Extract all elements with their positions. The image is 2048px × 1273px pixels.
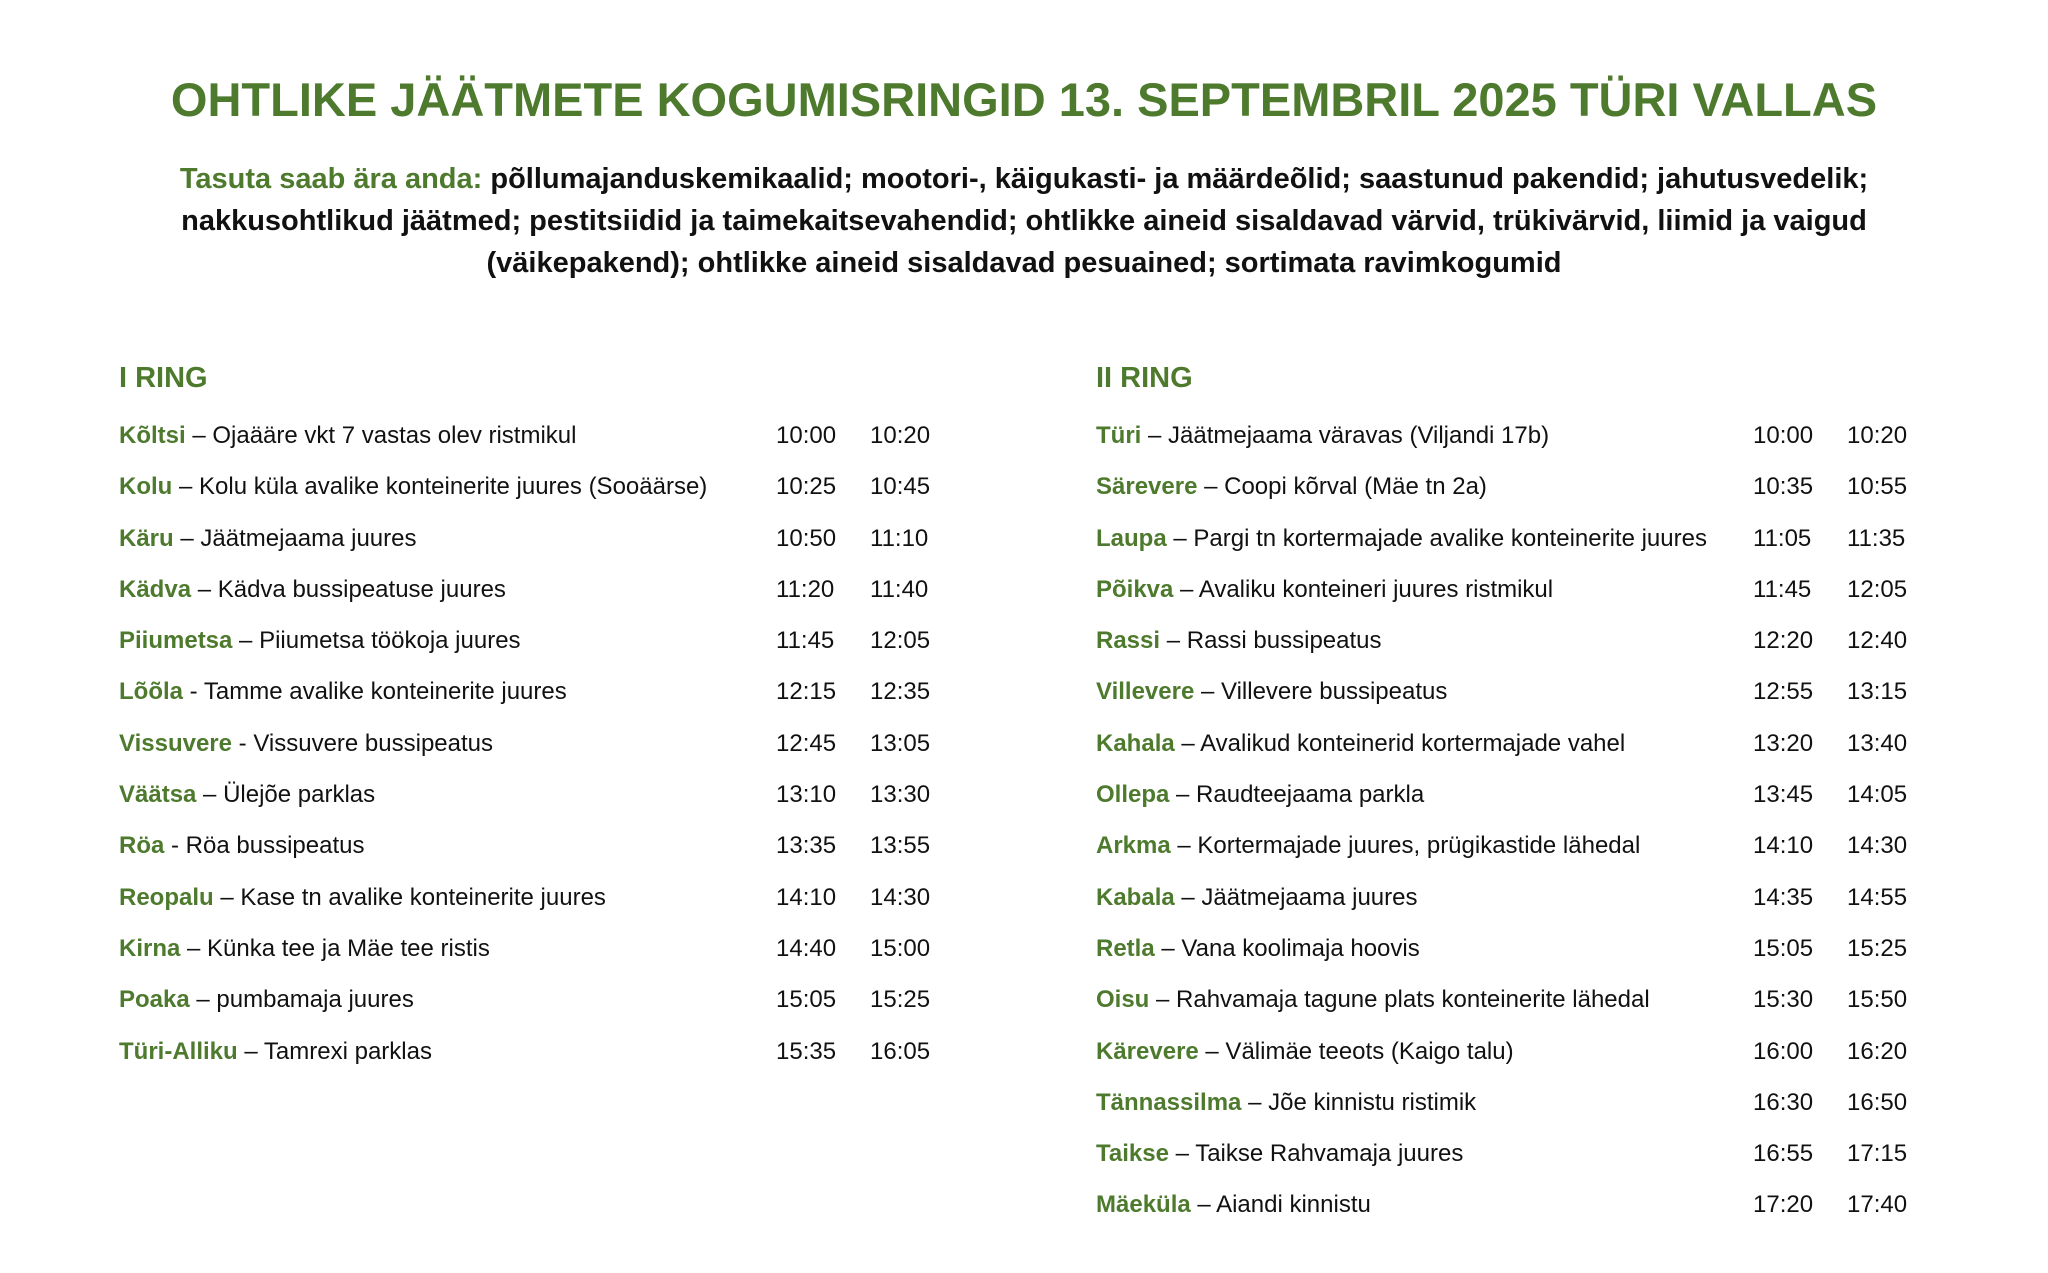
- stop-place-name: Piiumetsa: [119, 627, 233, 655]
- stop-location: [1096, 1089, 1753, 1117]
- stop-row: [1096, 986, 1941, 1037]
- end-time: 10:45: [870, 473, 931, 501]
- stop-location: [119, 986, 776, 1014]
- stop-location: [1096, 1038, 1753, 1066]
- stop-description: – Coopi kõrval (Mäe tn 2a): [1197, 473, 1487, 501]
- stop-row: [1096, 935, 1941, 986]
- start-time: 15:35: [776, 1037, 837, 1065]
- start-time: 11:20: [776, 575, 835, 603]
- stop-location: [1096, 884, 1753, 912]
- stop-location: [119, 781, 776, 809]
- stop-place-name: Tännassilma: [1096, 1088, 1242, 1116]
- stop-description: – Jäätmejaama juures: [173, 524, 417, 552]
- stop-location: [119, 422, 776, 450]
- stop-place-name: Türi-Alliku: [119, 1037, 238, 1065]
- stop-row: [1096, 678, 1941, 729]
- stop-location: [119, 678, 776, 706]
- stop-description: – Kortermajade juures, prügikastide lähedal: [1170, 832, 1641, 860]
- end-time: 15:50: [1847, 986, 1908, 1014]
- start-time: 14:10: [776, 883, 837, 911]
- stop-location: [1096, 627, 1753, 655]
- stop-description: – Vana koolimaja hoovis: [1154, 934, 1420, 962]
- stop-place-name: Väätsa: [119, 781, 197, 809]
- ring-2-stops: [1096, 422, 1941, 1243]
- start-time: 16:55: [1753, 1140, 1814, 1168]
- start-time: 12:15: [776, 678, 837, 706]
- end-time: 16:50: [1847, 1088, 1908, 1116]
- stop-row: [1096, 576, 1941, 627]
- stop-place-name: Poaka: [119, 986, 190, 1014]
- end-time: 14:30: [870, 883, 931, 911]
- stop-place-name: Rassi: [1096, 627, 1161, 655]
- end-time: 15:00: [870, 934, 931, 962]
- stop-description: – Jõe kinnistu ristimik: [1241, 1088, 1477, 1116]
- ring-1-schedule: [119, 362, 964, 1089]
- stop-location: [1096, 1140, 1753, 1168]
- stop-description: – Künka tee ja Mäe tee ristis: [180, 934, 490, 962]
- stop-place-name: Kõltsi: [119, 422, 186, 449]
- start-time: 12:20: [1753, 627, 1814, 655]
- end-time: 17:15: [1847, 1140, 1908, 1168]
- start-time: 10:50: [776, 524, 837, 552]
- stop-description: – Jäätmejaama juures: [1174, 883, 1418, 911]
- end-time: 14:30: [1847, 832, 1908, 860]
- stop-description: – Kase tn avalike konteinerite juures: [213, 883, 606, 911]
- stop-row: [1096, 422, 1941, 473]
- end-time: 11:35: [1847, 524, 1906, 552]
- stop-location: [1096, 422, 1753, 450]
- stop-row: [119, 730, 964, 781]
- stop-description: – Tamrexi parklas: [237, 1037, 432, 1065]
- end-time: 10:20: [1847, 422, 1908, 449]
- stop-row: [1096, 525, 1941, 576]
- start-time: 13:45: [1753, 781, 1814, 809]
- stop-place-name: Villevere: [1096, 678, 1195, 706]
- stop-location: [1096, 576, 1753, 604]
- stop-location: [119, 525, 776, 553]
- stop-location: [1096, 678, 1753, 706]
- stop-place-name: Mäeküla: [1096, 1191, 1191, 1219]
- end-time: 15:25: [870, 986, 931, 1014]
- stop-description: - Vissuvere bussipeatus: [231, 729, 494, 757]
- start-time: 17:20: [1753, 1191, 1814, 1219]
- stop-location: [1096, 525, 1753, 553]
- intro-lead: Tasuta saab ära anda:: [179, 163, 483, 195]
- end-time: 12:40: [1847, 627, 1908, 655]
- stop-place-name: Kirna: [119, 934, 181, 962]
- ring-2-title: II RING: [1096, 362, 1193, 394]
- end-time: 13:05: [870, 729, 931, 757]
- end-time: 13:15: [1847, 678, 1908, 706]
- stop-location: [119, 884, 776, 912]
- stop-place-name: Retla: [1096, 934, 1155, 962]
- stop-location: [1096, 986, 1753, 1014]
- page-title: OHTLIKE JÄÄTMETE KOGUMISRINGID 13. SEPTEMBRIL 2025 TÜRI VALLAS: [170, 73, 1878, 126]
- start-time: 12:45: [776, 729, 837, 757]
- accepted-waste-intro: [140, 158, 1908, 284]
- stop-row: [119, 986, 964, 1037]
- end-time: 13:55: [870, 832, 931, 860]
- stop-location: [1096, 473, 1753, 501]
- stop-row: [119, 884, 964, 935]
- stop-row: [119, 781, 964, 832]
- stop-description: – Pargi tn kortermajade avalike konteinerite juures: [1166, 524, 1707, 552]
- end-time: 12:05: [870, 627, 931, 655]
- stop-location: [1096, 781, 1753, 809]
- start-time: 14:40: [776, 934, 837, 962]
- start-time: 10:25: [776, 473, 837, 501]
- start-time: 12:55: [1753, 678, 1814, 706]
- stop-place-name: Käru: [119, 524, 174, 552]
- stop-location: [119, 935, 776, 963]
- stop-place-name: Reopalu: [119, 883, 214, 911]
- start-time: 11:45: [1753, 575, 1812, 603]
- stop-location: [119, 576, 776, 604]
- stop-row: [1096, 832, 1941, 883]
- stop-place-name: Türi: [1096, 422, 1142, 449]
- stop-place-name: Ollepa: [1096, 781, 1170, 809]
- stop-row: [119, 678, 964, 729]
- stop-description: – Rahvamaja tagune plats konteinerite lähedal: [1149, 986, 1650, 1014]
- start-time: 11:45: [776, 627, 835, 655]
- stop-row: [119, 576, 964, 627]
- stop-description: – pumbamaja juures: [189, 986, 414, 1014]
- end-time: 10:20: [870, 422, 931, 449]
- end-time: 10:55: [1847, 473, 1908, 501]
- start-time: 10:35: [1753, 473, 1814, 501]
- start-time: 15:05: [776, 986, 837, 1014]
- end-time: 12:35: [870, 678, 931, 706]
- stop-row: [1096, 884, 1941, 935]
- stop-row: [1096, 1038, 1941, 1089]
- end-time: 13:40: [1847, 729, 1908, 757]
- stop-row: [1096, 1191, 1941, 1242]
- stop-description: – Avalikud konteinerid kortermajade vahel: [1174, 729, 1626, 757]
- stop-description: – Taikse Rahvamaja juures: [1168, 1140, 1464, 1168]
- ring-1-title: I RING: [119, 362, 208, 394]
- end-time: 14:55: [1847, 883, 1908, 911]
- stop-row: [1096, 1089, 1941, 1140]
- end-time: 11:10: [870, 524, 929, 552]
- stop-place-name: Kolu: [119, 473, 173, 501]
- start-time: 10:00: [1753, 422, 1814, 449]
- start-time: 10:00: [776, 422, 837, 449]
- end-time: 15:25: [1847, 934, 1908, 962]
- stop-row: [119, 935, 964, 986]
- intro-text: põllumajanduskemikaalid; mootori-, käigukasti- ja määrdeõlid; saastunud pakendid; jahutusvedelik; nakkusohtlikud jäätmed; pestitsiidid ja taimekaitsevahendid; ohtlikke aineid sisaldavad värvid, trükivärvid, liimid ja vaigud (väikepakend); ohtlikke aineid sisaldavad pesuained; sortimata ravimkogumid: [181, 163, 1869, 279]
- stop-place-name: Taikse: [1096, 1140, 1169, 1168]
- stop-place-name: Kärevere: [1096, 1037, 1199, 1065]
- ring-2-schedule: [1096, 362, 1941, 1243]
- start-time: 16:00: [1753, 1037, 1814, 1065]
- start-time: 14:35: [1753, 883, 1814, 911]
- start-time: 15:30: [1753, 986, 1814, 1014]
- stop-location: [1096, 935, 1753, 963]
- end-time: 11:40: [870, 575, 929, 603]
- stop-location: [119, 473, 776, 501]
- stop-place-name: Arkma: [1096, 832, 1171, 860]
- stop-place-name: Röa: [119, 832, 165, 860]
- ring-1-stops: [119, 422, 964, 1089]
- stop-location: [119, 1038, 776, 1066]
- stop-row: [1096, 781, 1941, 832]
- stop-location: [1096, 1191, 1753, 1219]
- end-time: 13:30: [870, 781, 931, 809]
- stop-description: - Tamme avalike konteinerite juures: [183, 678, 567, 706]
- start-time: 13:20: [1753, 729, 1814, 757]
- stop-place-name: Oisu: [1096, 986, 1150, 1014]
- stop-place-name: Kabala: [1096, 883, 1175, 911]
- stop-description: – Raudteejaama parkla: [1169, 781, 1425, 809]
- stop-place-name: Lõõla: [119, 678, 183, 706]
- end-time: 16:05: [870, 1037, 931, 1065]
- start-time: 15:05: [1753, 934, 1814, 962]
- stop-description: – Rassi bussipeatus: [1160, 627, 1382, 655]
- stop-place-name: Kädva: [119, 575, 192, 603]
- start-time: 13:35: [776, 832, 837, 860]
- stop-place-name: Kahala: [1096, 729, 1175, 757]
- stop-description: – Välimäe teeots (Kaigo talu): [1198, 1037, 1514, 1065]
- stop-description: – Avaliku konteineri juures ristmikul: [1173, 575, 1554, 603]
- end-time: 14:05: [1847, 781, 1908, 809]
- stop-row: [1096, 473, 1941, 524]
- stop-location: [119, 730, 776, 758]
- stop-row: [119, 627, 964, 678]
- stop-location: [119, 832, 776, 860]
- stop-place-name: Vissuvere: [119, 729, 232, 757]
- start-time: 11:05: [1753, 524, 1812, 552]
- end-time: 12:05: [1847, 575, 1908, 603]
- stop-place-name: Põikva: [1096, 575, 1174, 603]
- end-time: 17:40: [1847, 1191, 1908, 1219]
- stop-description: – Villevere bussipeatus: [1194, 678, 1448, 706]
- start-time: 14:10: [1753, 832, 1814, 860]
- stop-row: [119, 422, 964, 473]
- stop-row: [119, 525, 964, 576]
- stop-place-name: Laupa: [1096, 524, 1167, 552]
- stop-row: [1096, 1140, 1941, 1191]
- stop-description: – Piiumetsa töökoja juures: [232, 627, 521, 655]
- start-time: 16:30: [1753, 1088, 1814, 1116]
- stop-description: – Ojaääre vkt 7 vastas olev ristmikul: [185, 422, 577, 449]
- stop-location: [1096, 730, 1753, 758]
- stop-location: [119, 627, 776, 655]
- stop-description: – Ülejõe parklas: [196, 781, 376, 809]
- stop-row: [1096, 730, 1941, 781]
- stop-description: - Röa bussipeatus: [164, 832, 365, 860]
- end-time: 16:20: [1847, 1037, 1908, 1065]
- stop-description: – Kädva bussipeatuse juures: [191, 575, 506, 603]
- stop-location: [1096, 832, 1753, 860]
- stop-description: – Kolu küla avalike konteinerite juures (Sooäärse): [172, 473, 708, 501]
- stop-row: [119, 1038, 964, 1089]
- stop-place-name: Särevere: [1096, 473, 1198, 501]
- stop-row: [119, 832, 964, 883]
- start-time: 13:10: [776, 781, 837, 809]
- stop-description: – Aiandi kinnistu: [1190, 1191, 1371, 1219]
- stop-description: – Jäätmejaama väravas (Viljandi 17b): [1141, 422, 1550, 449]
- stop-row: [119, 473, 964, 524]
- stop-row: [1096, 627, 1941, 678]
